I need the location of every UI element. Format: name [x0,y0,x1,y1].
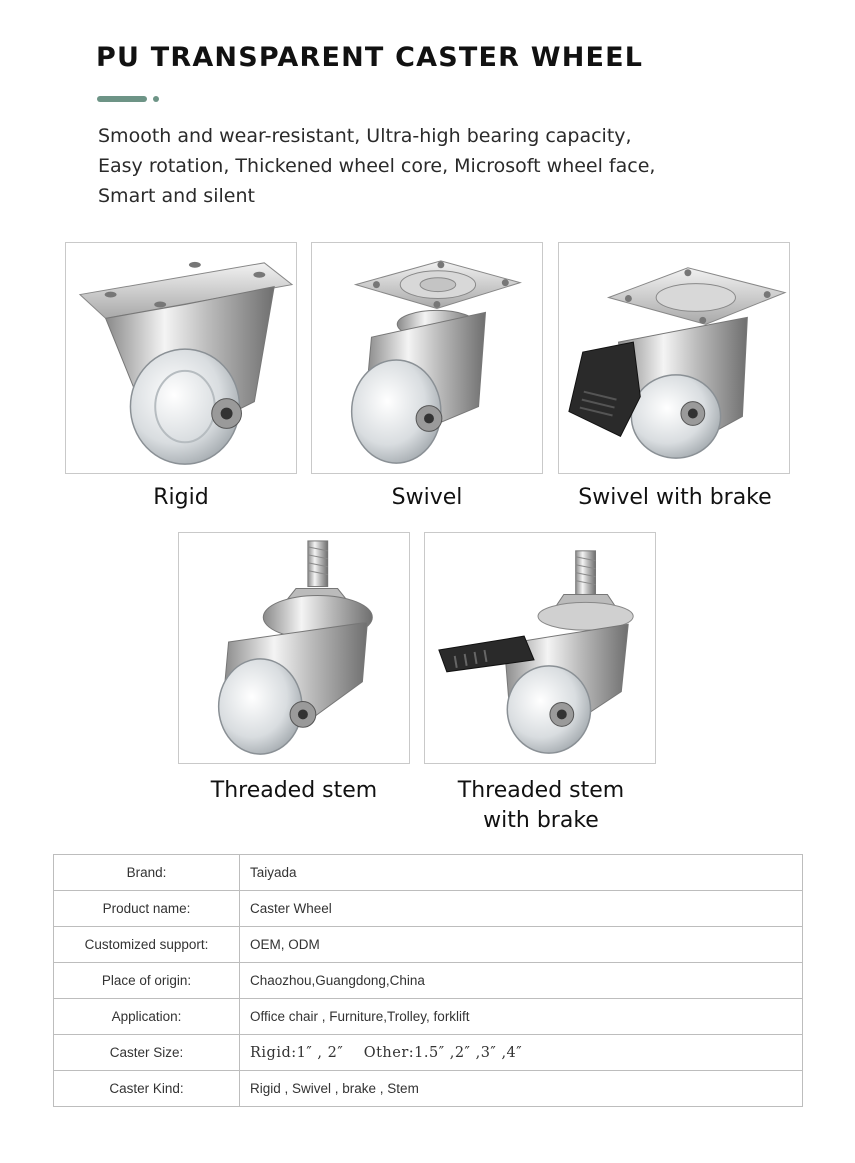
threaded-stem-caster-photo-icon [179,533,409,763]
spec-value: Taiyada [240,855,803,891]
page-title: PU TRANSPARENT CASTER WHEEL [96,42,644,73]
rigid-caster-image [65,242,297,474]
threaded-stem-brake-caster-image [424,532,656,764]
description-line: Easy rotation, Thickened wheel core, Microsoft wheel face, [98,155,656,177]
caption-line: Threaded stem [457,778,625,803]
swivel-brake-caster-image [558,242,790,474]
table-row [54,891,803,927]
table-row [54,1071,803,1107]
spec-table [53,854,803,1107]
caption-threaded-stem-with-brake [411,776,671,836]
table-row [54,927,803,963]
product-description [98,121,738,211]
swivel-caster-photo-icon [312,243,542,473]
spec-label: Brand: [54,855,240,891]
table-row [54,855,803,891]
caption-line: with brake [483,808,599,833]
description-line: Smooth and wear-resistant, Ultra-high bearing capacity, [98,125,632,147]
threaded-stem-caster-image [178,532,410,764]
title-accent-bar [97,96,147,102]
spec-label: Customized support: [54,927,240,963]
table-row [54,1035,803,1071]
spec-label: Place of origin: [54,963,240,999]
description-line: Smart and silent [98,185,255,207]
spec-value: Caster Wheel [240,891,803,927]
title-accent-dot [153,96,159,102]
spec-label: Application: [54,999,240,1035]
table-row [54,999,803,1035]
table-row [54,963,803,999]
spec-value: Office chair , Furniture,Trolley, forklift [240,999,803,1035]
caption-threaded-stem: Threaded stem [210,778,378,803]
caption-swivel: Swivel [391,485,463,510]
caption-swivel-with-brake: Swivel with brake [578,485,772,510]
threaded-stem-brake-caster-photo-icon [425,533,655,763]
swivel-caster-image [311,242,543,474]
spec-value: Rigid , Swivel , brake , Stem [240,1071,803,1107]
spec-value: Rigid:1″ , 2″ Other:1.5″ ,2″ ,3″ ,4″ [240,1035,803,1071]
caption-rigid: Rigid [153,485,209,510]
spec-value: OEM, ODM [240,927,803,963]
spec-value: Chaozhou,Guangdong,China [240,963,803,999]
swivel-brake-caster-photo-icon [559,243,789,473]
spec-label: Caster Size: [54,1035,240,1071]
rigid-caster-photo-icon [66,243,296,473]
spec-label: Product name: [54,891,240,927]
spec-label: Caster Kind: [54,1071,240,1107]
